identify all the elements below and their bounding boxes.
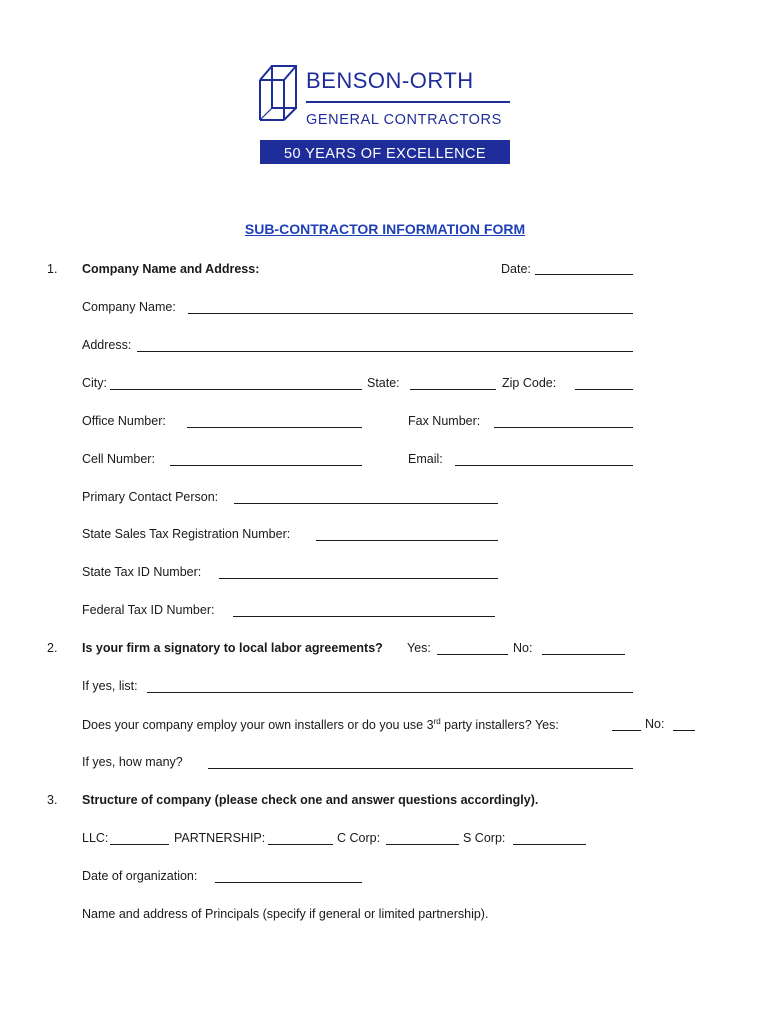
fax-number-field[interactable]: [494, 427, 633, 428]
office-number-field[interactable]: [187, 427, 362, 428]
primary-contact-field[interactable]: [234, 503, 498, 504]
labor-yes-label: Yes:: [407, 641, 431, 655]
labor-agreement-question: Is your firm a signatory to local labor agreements?: [82, 641, 383, 655]
email-label: Email:: [408, 452, 443, 466]
office-number-label: Office Number:: [82, 414, 166, 428]
federal-tax-field[interactable]: [233, 616, 495, 617]
email-field[interactable]: [455, 465, 633, 466]
if-yes-list-field[interactable]: [147, 692, 633, 693]
state-label: State:: [367, 376, 400, 390]
company-name-label: Company Name:: [82, 300, 176, 314]
how-many-label: If yes, how many?: [82, 755, 183, 769]
ccorp-label: C Corp:: [337, 831, 381, 845]
partnership-label: PARTNERSHIP:: [174, 831, 266, 845]
installers-no-label: No:: [645, 717, 665, 731]
installers-question: Does your company employ your own installers or do you use 3rd party installers? Yes:: [82, 717, 559, 733]
company-name-field[interactable]: [188, 313, 633, 314]
installers-yes-field[interactable]: [612, 730, 641, 731]
state-field[interactable]: [410, 389, 496, 390]
section-1-number: 1.: [47, 262, 58, 276]
section-3-number: 3.: [47, 793, 58, 807]
state-tax-label: State Tax ID Number:: [82, 565, 202, 579]
cell-number-label: Cell Number:: [82, 452, 155, 466]
company-logo: [258, 62, 518, 166]
scorp-label: S Corp:: [463, 831, 506, 845]
logo-name-line2: GENERAL CONTRACTORS: [306, 112, 502, 128]
form-title: SUB-CONTRACTOR INFORMATION FORM: [244, 221, 526, 237]
date-label: Date:: [501, 262, 531, 276]
installers-no-field[interactable]: [673, 730, 695, 731]
labor-no-field[interactable]: [542, 654, 625, 655]
city-label: City:: [82, 376, 107, 390]
org-date-field[interactable]: [215, 882, 362, 883]
org-date-label: Date of organization:: [82, 869, 198, 883]
labor-no-label: No:: [513, 641, 533, 655]
logo-name-line1: BENSON-ORTH: [306, 68, 474, 93]
zip-label: Zip Code:: [502, 376, 557, 390]
fax-number-label: Fax Number:: [408, 414, 481, 428]
primary-contact-label: Primary Contact Person:: [82, 490, 219, 504]
section-1-heading: Company Name and Address:: [82, 262, 260, 276]
how-many-field[interactable]: [208, 768, 633, 769]
partnership-field[interactable]: [268, 844, 333, 845]
llc-field[interactable]: [110, 844, 169, 845]
if-yes-list-label: If yes, list:: [82, 679, 138, 693]
llc-label: LLC:: [82, 831, 109, 845]
logo-banner-text: 50 YEARS OF EXCELLENCE: [284, 146, 486, 162]
city-field[interactable]: [110, 389, 362, 390]
address-label: Address:: [82, 338, 132, 352]
date-field[interactable]: [535, 274, 633, 275]
ccorp-field[interactable]: [386, 844, 459, 845]
principals-label: Name and address of Principals (specify if general or limited partnership).: [82, 907, 489, 921]
labor-yes-field[interactable]: [437, 654, 508, 655]
sales-tax-label: State Sales Tax Registration Number:: [82, 527, 291, 541]
cell-number-field[interactable]: [170, 465, 362, 466]
section-2-number: 2.: [47, 641, 58, 655]
address-field[interactable]: [137, 351, 633, 352]
scorp-field[interactable]: [513, 844, 586, 845]
sales-tax-field[interactable]: [316, 540, 498, 541]
state-tax-field[interactable]: [219, 578, 498, 579]
federal-tax-label: Federal Tax ID Number:: [82, 603, 215, 617]
zip-field[interactable]: [575, 389, 633, 390]
structure-heading: Structure of company (please check one and answer questions accordingly).: [82, 793, 539, 807]
cube-icon: [260, 66, 296, 120]
